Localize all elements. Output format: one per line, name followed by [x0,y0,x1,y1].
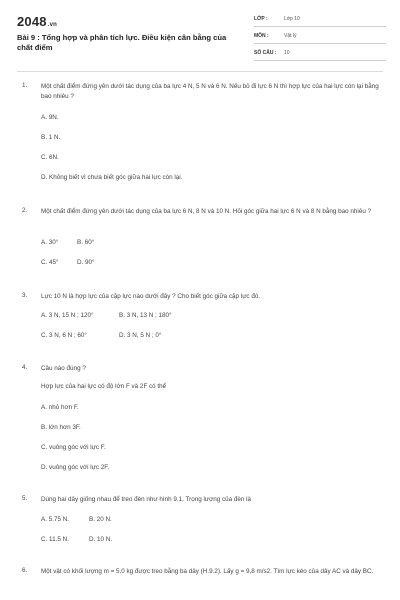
option-d[interactable]: D. 3 N, 5 N ; 0° [119,332,162,339]
question-number: 6. [22,567,28,574]
option-d[interactable]: D. Không biết vì chưa biết góc giữa hai lực còn lại. [41,174,183,181]
option-c[interactable]: C. vuông góc với lực F. [41,444,106,451]
option-d[interactable]: D. 90° [77,259,95,266]
meta-value: Lớp 10 [284,16,300,22]
option-a[interactable]: A. 30° [41,239,59,246]
question-text: Dùng hai dây giống nhau để treo đèn như hình 9.1. Trọng lượng của đèn là [41,496,252,503]
question-text: Câu nào đúng ? [41,365,86,372]
option-b[interactable]: B. lớn hơn 3F. [41,424,81,431]
option-c[interactable]: C. 11.5 N. [41,536,69,543]
option-d[interactable]: D. vuông góc với lực 2F. [41,464,110,471]
question-number: 1. [22,82,28,89]
question-number: 5. [22,495,28,502]
option-b[interactable]: B. 20 N. [89,516,112,523]
option-d[interactable]: D. 10 N. [89,536,113,543]
question-number: 2. [22,207,28,214]
site-logo[interactable] [17,14,57,29]
question-text: Một chất điểm đứng yên dưới tác dụng của ba lực 6 N, 8 N và 10 N. Hỏi góc giữa hai lực 6 N và 8 N bằng bao nhiêu ? [41,208,372,215]
lesson-title: Bài 9 : Tổng hợp và phân tích lực. Điều kiện cân bằng của chất điểm [17,33,227,52]
option-c[interactable]: C. 6N. [41,154,59,161]
option-c[interactable]: C. 45° [41,259,59,266]
option-b[interactable]: B. 60° [77,239,95,246]
logo-text: 2048 [17,14,47,29]
meta-row-count [254,47,386,61]
meta-row-subject [254,30,386,44]
meta-row-class [254,13,386,27]
option-b[interactable]: B. 1 N. [41,134,61,141]
option-a[interactable]: A. nhỏ hơn F. [41,404,79,411]
page-header [0,0,400,70]
question-text: Một vật có khối lượng m = 5,0 kg được treo bằng ba dây (H.9.2). Lấy g = 9,8 m/s2. Tìm lực kéo của dây AC và dây BC. [41,568,374,575]
option-a[interactable]: A. 5.75 N. [41,516,70,523]
meta-label: SỐ CÂU : [254,50,277,56]
option-c[interactable]: C. 3 N, 6 N ; 60° [41,332,87,339]
option-a[interactable]: A. 3 N, 15 N ; 120° [41,312,94,319]
question-text: Lực 10 N là hợp lực của cặp lực nào dưới đây ? Cho biết góc giữa cặp lực đó. [41,293,261,300]
logo-suffix: .vn [47,22,58,28]
meta-value: 10 [284,50,290,56]
meta-value: Vật lý [284,33,297,39]
question-subtext: Hợp lực của hai lực có độ lớn F và 2F có thể [41,383,167,390]
question-number: 3. [22,292,28,299]
option-a[interactable]: A. 9N. [41,114,59,121]
meta-label: LỚP : [254,16,268,22]
question-number: 4. [22,364,28,371]
header-divider [17,71,383,72]
lesson-meta [254,13,386,64]
option-b[interactable]: B. 3 N, 13 N ; 180° [119,312,172,319]
question-text: Một chất điểm đứng yên dưới tác dụng của ba lực 4 N, 5 N và 6 N. Nếu bỏ đi lực 6 N thì hợp lực của hai lực còn lại bằng bao nhiêu ? [41,83,379,100]
meta-label: MÔN : [254,33,269,39]
